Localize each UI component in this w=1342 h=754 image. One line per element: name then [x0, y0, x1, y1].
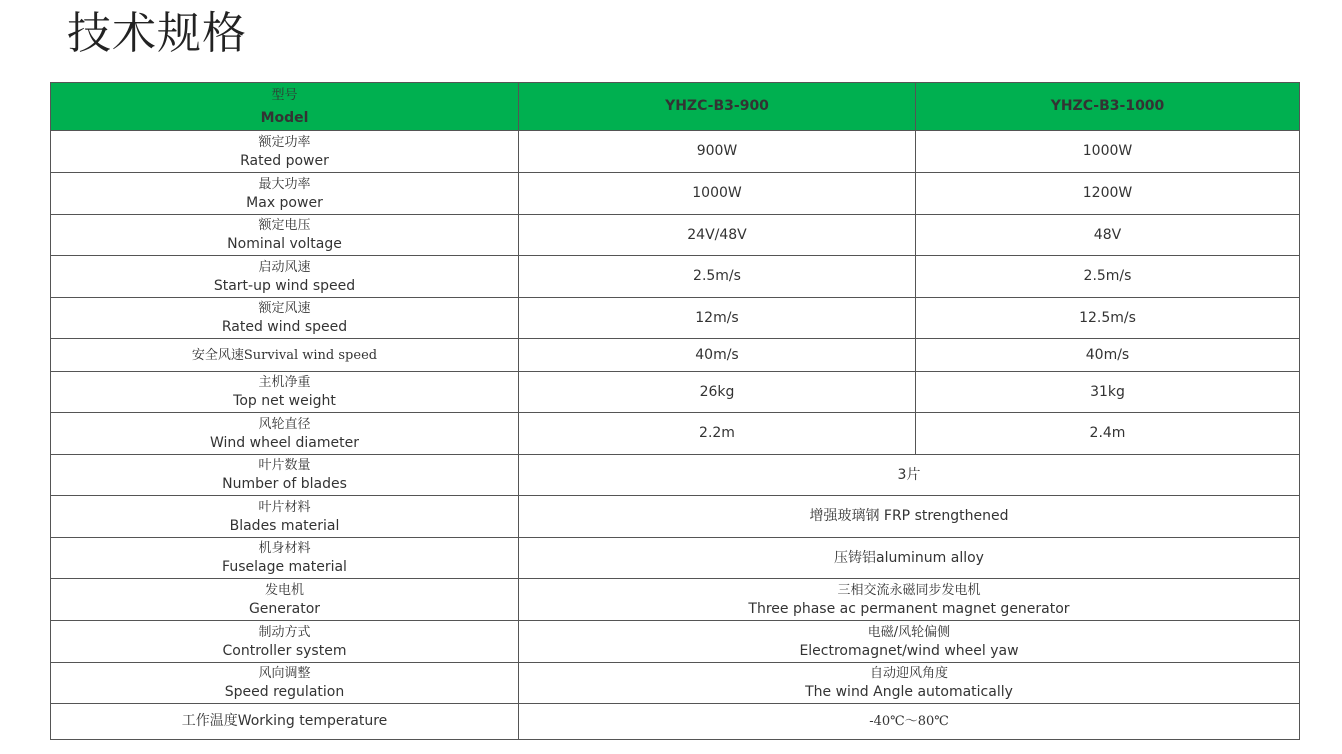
row-value-en: Three phase ac permanent magnet generator [748, 600, 1070, 617]
page-title: 技术规格 [67, 8, 247, 59]
row-label [51, 372, 519, 413]
table-row [51, 372, 1300, 413]
table-row [51, 455, 1300, 496]
row-label [51, 455, 519, 496]
row-value-1: 1000W [519, 173, 916, 215]
row-label-zh: 风向调整 [258, 666, 311, 681]
row-label-en: Controller system [222, 642, 347, 659]
table-row [51, 621, 1300, 663]
table-row [51, 339, 1300, 372]
row-label-en: Nominal voltage [227, 236, 342, 252]
table-row [51, 173, 1300, 215]
row-label-en: Wind wheel diameter [210, 434, 359, 451]
row-label [51, 215, 519, 256]
row-label: 安全风速Survival wind speed [51, 339, 519, 372]
row-label [51, 256, 519, 298]
row-label-zh: 额定电压 [258, 218, 311, 233]
row-label-en: Top net weight [233, 393, 336, 409]
table-row [51, 298, 1300, 339]
table-row [51, 663, 1300, 704]
row-value-2: 2.5m/s [916, 256, 1300, 298]
row-label-en: Max power [246, 194, 323, 211]
row-value-2: 31kg [916, 372, 1300, 413]
row-value-2: 1000W [916, 131, 1300, 173]
row-value-en: The wind Angle automatically [805, 684, 1013, 700]
row-label-zh: 风轮直径 [258, 416, 311, 432]
row-label-zh: 制动方式 [258, 624, 311, 640]
row-label-en: Generator [248, 600, 321, 617]
row-value-merged: 压铸铝aluminum alloy [519, 538, 1300, 579]
row-value-1: 2.2m [519, 413, 916, 455]
row-label-zh: 启动风速 [258, 259, 311, 275]
row-value-2: 48V [916, 215, 1300, 256]
row-value-1: 900W [519, 131, 916, 173]
header-model-zh: 型号 [271, 87, 298, 103]
row-label-zh: 额定功率 [258, 134, 311, 150]
row-label [51, 621, 519, 663]
row-label-en: Blades material [229, 517, 340, 534]
row-label-zh: 发电机 [264, 582, 304, 598]
row-label-en: Number of blades [222, 476, 347, 492]
row-value-merged [519, 579, 1300, 621]
row-label-en: Rated wind speed [221, 319, 348, 335]
row-value-2: 12.5m/s [916, 298, 1300, 339]
row-label: 工作温度Working temperature [51, 704, 519, 740]
row-label [51, 663, 519, 704]
row-value-1: 2.5m/s [519, 256, 916, 298]
row-value-merged: 3片 [519, 455, 1300, 496]
row-value-merged [519, 621, 1300, 663]
row-value-merged: 增强玻璃钢 FRP strengthened [519, 496, 1300, 538]
row-label-zh: 额定风速 [258, 301, 311, 316]
header-col2: YHZC-B3-1000 [916, 83, 1300, 131]
header-col1: YHZC-B3-900 [519, 83, 916, 131]
table-row [51, 538, 1300, 579]
row-label [51, 538, 519, 579]
row-label [51, 496, 519, 538]
header-model-en: Model [260, 109, 309, 126]
row-value-1: 40m/s [519, 339, 916, 372]
row-label [51, 579, 519, 621]
row-label [51, 413, 519, 455]
row-value-merged: -40℃～80℃ [519, 704, 1300, 740]
table-row [51, 131, 1300, 173]
row-value-2: 1200W [916, 173, 1300, 215]
table-row [51, 215, 1300, 256]
row-label [51, 131, 519, 173]
row-label-en: Speed regulation [224, 684, 345, 700]
table-header-row [51, 83, 1300, 131]
row-value-zh: 三相交流永磁同步发电机 [837, 582, 981, 598]
row-value-en: Electromagnet/wind wheel yaw [799, 642, 1019, 659]
row-label [51, 298, 519, 339]
spec-table [50, 82, 1300, 740]
row-value-2: 2.4m [916, 413, 1300, 455]
table-row [51, 579, 1300, 621]
row-label-zh: 机身材料 [258, 541, 311, 556]
row-label-zh: 最大功率 [258, 176, 311, 192]
row-value-1: 24V/48V [519, 215, 916, 256]
table-row [51, 704, 1300, 740]
table-row [51, 496, 1300, 538]
table-row [51, 413, 1300, 455]
header-model-cell [51, 83, 519, 131]
row-label-zh: 主机净重 [258, 375, 311, 390]
row-value-1: 12m/s [519, 298, 916, 339]
table-row [51, 256, 1300, 298]
row-value-merged [519, 663, 1300, 704]
row-value-zh: 自动迎风角度 [869, 666, 948, 681]
row-label-zh: 叶片材料 [258, 499, 311, 515]
row-label [51, 173, 519, 215]
row-label-en: Start-up wind speed [213, 277, 356, 294]
row-label-en: Fuselage material [222, 559, 347, 575]
row-label-zh: 叶片数量 [258, 458, 311, 473]
row-value-zh: 电磁/风轮偏侧 [867, 624, 951, 640]
row-value-2: 40m/s [916, 339, 1300, 372]
row-value-1: 26kg [519, 372, 916, 413]
row-label-en: Rated power [240, 152, 329, 169]
